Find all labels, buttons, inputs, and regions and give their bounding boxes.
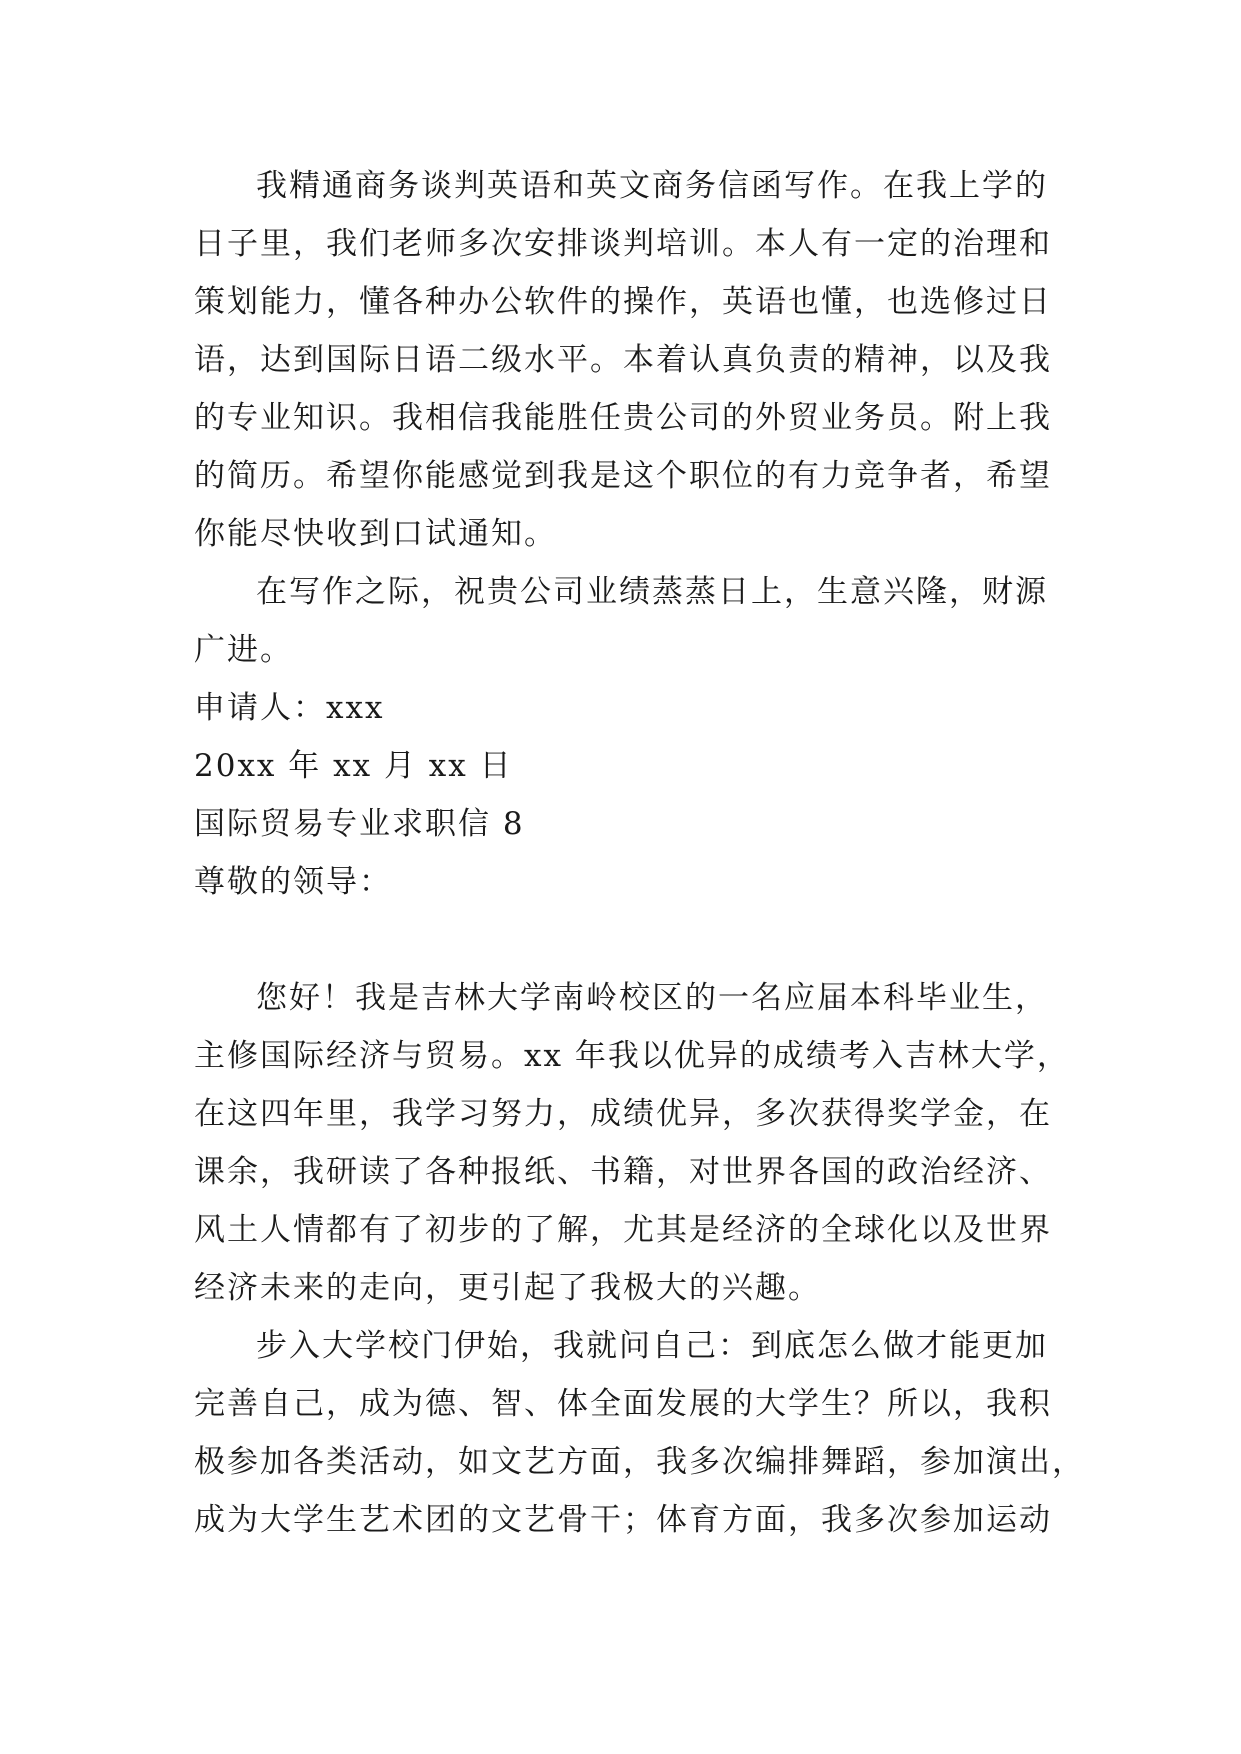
paragraph-line: 策划能力，懂各种办公软件的操作，英语也懂，也选修过日 xyxy=(194,284,1052,320)
paragraph-line: 完善自己，成为德、智、体全面发展的大学生？所以，我积 xyxy=(194,1386,1052,1422)
paragraph-line: 成为大学生艺术团的文艺骨干；体育方面，我多次参加运动 xyxy=(194,1502,1052,1538)
applicant-line: 申请人：xxx xyxy=(194,690,385,726)
paragraph-line: 我精通商务谈判英语和英文商务信函写作。在我上学的 xyxy=(256,168,1048,204)
paragraph-line: 日子里，我们老师多次安排谈判培训。本人有一定的治理和 xyxy=(194,226,1052,262)
paragraph-line: 步入大学校门伊始，我就问自己：到底怎么做才能更加 xyxy=(256,1328,1048,1364)
paragraph-line: 在写作之际，祝贵公司业绩蒸蒸日上，生意兴隆，财源 xyxy=(256,574,1048,610)
paragraph-line: 广进。 xyxy=(194,632,293,668)
salutation: 尊敬的领导： xyxy=(194,864,392,900)
section-title: 国际贸易专业求职信 8 xyxy=(194,806,525,842)
paragraph-line: 的简历。希望你能感觉到我是这个职位的有力竞争者，希望 xyxy=(194,458,1052,494)
date-line: 20xx 年 xx 月 xx 日 xyxy=(194,748,513,784)
paragraph-line: 经济未来的走向，更引起了我极大的兴趣。 xyxy=(194,1270,821,1306)
paragraph-line: 主修国际经济与贸易。xx 年我以优异的成绩考入吉林大学， xyxy=(194,1038,1070,1074)
paragraph-line: 极参加各类活动，如文艺方面，我多次编排舞蹈，参加演出， xyxy=(194,1444,1085,1480)
paragraph-line: 你能尽快收到口试通知。 xyxy=(194,516,557,552)
paragraph-line: 的专业知识。我相信我能胜任贵公司的外贸业务员。附上我 xyxy=(194,400,1052,436)
paragraph-line: 课余，我研读了各种报纸、书籍，对世界各国的政治经济、 xyxy=(194,1154,1052,1190)
paragraph-line: 语，达到国际日语二级水平。本着认真负责的精神，以及我 xyxy=(194,342,1052,378)
paragraph-line: 您好！我是吉林大学南岭校区的一名应届本科毕业生， xyxy=(256,980,1048,1016)
paragraph-line: 风土人情都有了初步的了解，尤其是经济的全球化以及世界 xyxy=(194,1212,1052,1248)
paragraph-line: 在这四年里，我学习努力，成绩优异，多次获得奖学金，在 xyxy=(194,1096,1052,1132)
